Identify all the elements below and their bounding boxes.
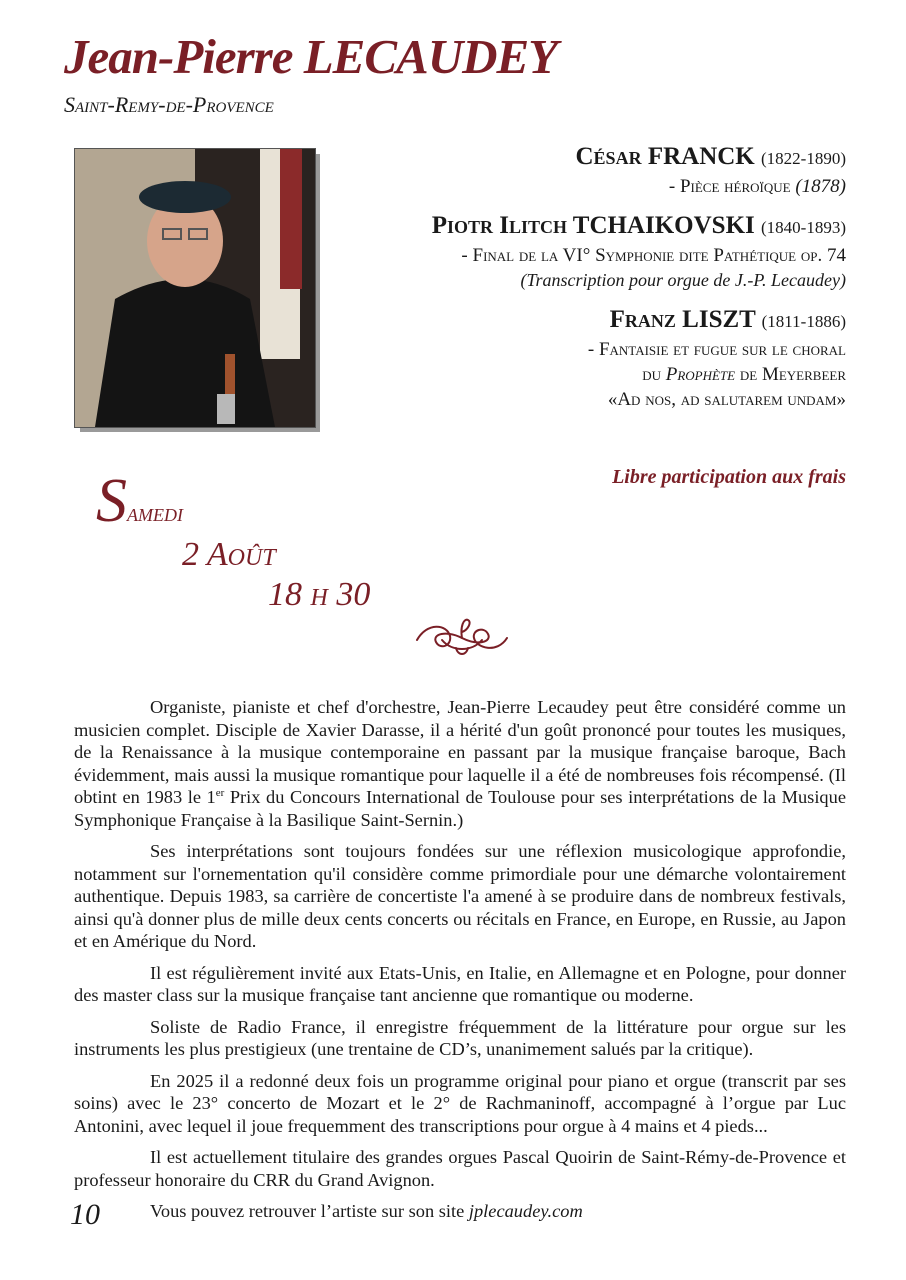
event-time: 18 h 30 — [268, 576, 371, 613]
composer-name: Piotr Ilitch TCHAIKOVSKI — [431, 212, 755, 239]
work-title: - Final de la VI° Symphonie dite Pathétique op. 74 — [461, 245, 846, 266]
composer-dates: (1811-1886) — [761, 312, 846, 331]
page-number: 10 — [70, 1198, 100, 1231]
website-link[interactable]: jplecaudey.com — [468, 1201, 583, 1221]
composer-name: César FRANCK — [575, 143, 755, 170]
transcription-note: (Transcription pour orgue de J.-P. Lecaudey) — [520, 270, 846, 290]
composer-name: Franz LISZT — [609, 306, 756, 333]
location-subtitle: Saint-Remy-de-Provence — [64, 92, 274, 117]
concert-program — [326, 142, 846, 412]
bio-paragraph: Il est actuellement titulaire des grandes orgues Pascal Quoirin de Saint-Rémy-de-Provence et professeur honoraire du CRR du Grand Avignon. — [74, 1147, 846, 1190]
composer-franck — [326, 142, 846, 174]
admission-note: Libre participation aux frais — [612, 466, 846, 488]
bio-paragraph: Soliste de Radio France, il enregistre fréquemment de la littérature pour orgue sur les instruments les plus prestigieux (une trentaine de CD’s, unanimement salués par la critique). — [74, 1016, 846, 1059]
bio-paragraph: En 2025 il a redonné deux fois un programme original pour piano et orgue (transcrit par ses soins) avec le 23° concerto de Mozart et le 2° de Rachmaninoff, accompagné à l’orgue par Luc Antonini, avec lequel il joue frequemment des transcriptions pour orgue à 4 mains et 4 pieds... — [74, 1070, 846, 1136]
ordinal-sup: er — [215, 786, 225, 799]
bio-paragraph — [74, 1200, 846, 1223]
flourish-ornament — [412, 612, 512, 664]
day-rest: amedi — [127, 498, 183, 527]
work-line — [326, 243, 846, 268]
bio-paragraph: Ses interprétations sont toujours fondées sur une réflexion musicologique approfondie, notamment sur l'ornementation qu'il considère comme primordiale pour une démarche volontairement authentique. Depuis 1983, sa carrière de concertiste l'a amené à se produire dans de nombreux festivals, ainsi qu'à donner plus de mille deux cents concerts ou récitals en France, en Europe, en Russie, au Japon et en Amérique du Nord. — [74, 841, 846, 951]
work-text: de Meyerbeer — [735, 364, 846, 385]
composer-dates: (1840-1893) — [761, 218, 846, 237]
artist-photo — [74, 148, 316, 428]
work-line: «Ad nos, ad salutarem undam» — [607, 389, 846, 410]
work-line — [326, 362, 846, 387]
bio-paragraph — [74, 696, 846, 831]
event-day — [96, 467, 183, 535]
work-text: du — [642, 364, 666, 385]
biography — [74, 696, 846, 1232]
event-date-text: 2 Août — [182, 536, 276, 573]
drop-cap: S — [96, 467, 127, 535]
bio-paragraph: Il est régulièrement invité aux Etats-Unis, en Italie, en Allemagne et en Pologne, pour donner des master class sur la musique française tant ancienne que romantique ou moderne. — [74, 962, 846, 1005]
work-title: - Pièce héroïque — [668, 176, 791, 197]
bio-text: Vous pouvez retrouver l’artiste sur son site — [150, 1201, 469, 1221]
bio-text: Prix du Concours International de Toulouse pour ses interprétations de la Musique Symphonique Française à la Basilique Saint-Sernin.) — [74, 787, 846, 830]
work-line: - Fantaisie et fugue sur le choral — [587, 339, 846, 360]
work-italic: Prophète — [665, 364, 736, 385]
work-line — [326, 174, 846, 199]
page-title: Jean-Pierre LECAUDEY — [64, 29, 558, 84]
bio-text: Organiste, pianiste et chef d'orchestre, Jean-Pierre Lecaudey peut être considéré comme un musicien complet. Disciple de Xavier Darasse, il a hérité d'un goût prononcé pour toutes les musiques, de la Renaissance à la musique contemporaine en passant par la musique française baroque, Bach évidemment, mais aussi la musique romantique pour laquelle il a été de nombreuses fois récompensé. (Il obtint en 1983 le 1 — [74, 697, 846, 807]
composer-tchaikovski — [326, 211, 846, 243]
composer-dates: (1822-1890) — [761, 149, 846, 168]
composer-liszt — [326, 305, 846, 337]
work-year: (1878) — [795, 176, 846, 197]
